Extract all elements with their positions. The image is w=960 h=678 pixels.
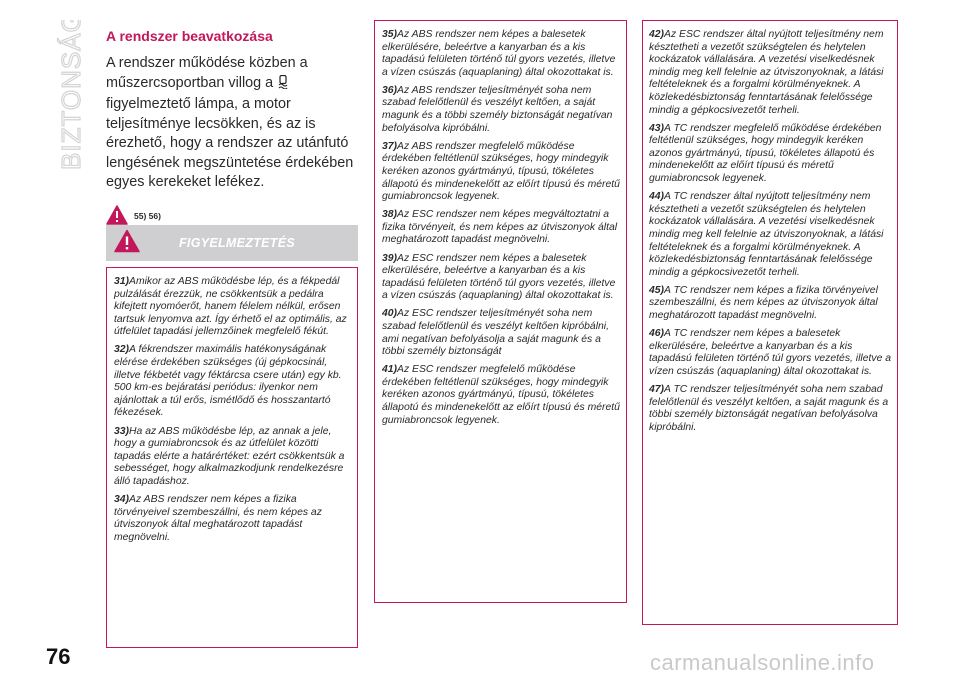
page-number: 76 bbox=[46, 644, 71, 669]
note-text: Amikor az ABS működésbe lép, és a fékpedál pulzálását érezzük, ne csökkentsük a pedálra kifejtett nyomóerőt, hanem félelem nélkül, erősen tartsuk lenyomva azt. Így érhető el az optimális, az útfelület tapadási jellemzőinek megfelelő fékút. bbox=[114, 276, 347, 338]
warning-note bbox=[114, 344, 352, 420]
note-number: 35) bbox=[382, 29, 398, 40]
note-text: A TC rendszer nem képes a balesetek elkerülésére, beleértve a kanyarban és a kis tapadású felületen történő túl gyors vezetés, illetve a vízen csúszás (aquaplaning) által okozottakat is. bbox=[649, 328, 892, 377]
note-number: 43) bbox=[649, 122, 665, 134]
note-number: 37) bbox=[382, 140, 398, 152]
note-text: Ha az ABS működésbe lép, az annak a jele, hogy a gumiabroncsok és az útfelület közötti tapadás elérte a határértéket: ezért csökkentsük a sebességet, hogy alkalmazkodjunk rendelkezésre álló tapadáshoz. bbox=[114, 425, 345, 487]
note-number: 46) bbox=[649, 328, 665, 340]
note-number: 41) bbox=[382, 364, 398, 376]
note-text: Az ESC rendszer által nyújtott teljesítmény nem késztetheti a vezetőt szükségtelen és helytelen kockázatok vállalására. A vezetési viselkedésnek mindig meg kell felelnie az útviszonyoknak, a látási feltételeknek és a forgalmi körülményeknek. A közlekedésbiztonság fenntartásának felelőssége mindig a gépkocsivezetőt terheli. bbox=[649, 29, 884, 116]
note-text: A fékrendszer maximális hatékonyságának elérése érdekében szükséges (új gépkocsinál, illetve fékbetét vagy féktárcsa csere után) egy kb. 500 km-es bejáratási periódus: ilyenkor nem ajánlottak a túl erős, ismétlődő és hosszantartó fékezések. bbox=[114, 344, 342, 419]
warning-notes-box-2 bbox=[374, 20, 627, 603]
section-lead bbox=[106, 54, 358, 193]
warning-notes-box-1 bbox=[106, 267, 358, 648]
note-number: 45) bbox=[649, 284, 665, 296]
warning-header-label: FIGYELMEZTETÉS bbox=[178, 236, 295, 250]
note-text: Az ABS rendszer nem képes a balesetek elkerülésére, beleértve a kanyarban és a kis tapadású felületen történő túl gyors vezetés, illetve a vízen csúszás (aquaplaning) által okozottakat is. bbox=[382, 29, 616, 78]
note-number: 38) bbox=[382, 209, 398, 221]
note-text: A TC rendszer által nyújtott teljesítmény nem késztetheti a vezetőt szükségtelen és helytelen kockázatok vállalására. A vezetési viselkedésnek mindig meg kell felelnie az útviszonyoknak, a látási feltételeknek és a forgalmi körülményeknek. A közlekedésbiztonság fenntartásának felelőssége mindig a gépkocsivezetőt terheli. bbox=[649, 191, 884, 278]
note-number: 44) bbox=[649, 191, 665, 203]
lead-after-icon: figyelmeztető lámpa, a motor teljesítménye lecsökken, és az is érezhető, hogy a rendszer az utánfutó lengésének megszüntetése érdekében egyes kerekeket lefékez. bbox=[106, 96, 354, 190]
note-number: 31) bbox=[114, 276, 130, 287]
watermark: carmanualsonline.info bbox=[650, 650, 875, 675]
note-text: A TC rendszer teljesítményét soha nem szabad felelőtlenül és veszélyt keltően, a saját magunk és a többi személy biztonságát negatívan befolyásolva kipróbálni. bbox=[649, 383, 889, 433]
warning-note bbox=[382, 141, 620, 204]
warning-note bbox=[649, 285, 892, 323]
note-text: Az ABS rendszer nem képes a fizika törvényeivel szembeszállni, és nem képes az útviszonyok által meghatározott tapadást megnövelni. bbox=[114, 494, 322, 543]
note-number: 40) bbox=[382, 308, 398, 320]
esc-warning-lamp-icon bbox=[277, 75, 289, 96]
refs-warning-triangle-icon bbox=[106, 205, 128, 227]
lead-before-icon: A rendszer működése közben a műszercsoportban villog a bbox=[106, 55, 308, 91]
note-number: 34) bbox=[114, 494, 130, 505]
warning-note bbox=[649, 384, 892, 434]
warning-note bbox=[382, 29, 620, 79]
warning-triangle-icon bbox=[114, 229, 140, 258]
warning-note bbox=[382, 253, 620, 303]
warning-notes-box-3 bbox=[642, 20, 898, 625]
section-side-label bbox=[52, 20, 88, 170]
section-title: A rendszer beavatkozása bbox=[106, 28, 273, 44]
side-label-svg bbox=[52, 20, 88, 170]
note-text: A TC rendszer nem képes a fizika törvényeivel szembeszállni, és nem képes az útviszonyok által meghatározott tapadást megnövelni. bbox=[649, 284, 878, 321]
warning-note bbox=[382, 308, 620, 358]
warning-note bbox=[114, 494, 352, 544]
note-text: Az ABS rendszer megfelelő működése érdekében feltétlenül szükséges, hogy mindegyik keréken azonos gyártmányú, típusú, tökéletes állapotú és mindenekelőtt az előírt típusú és méretű gumiabroncsok legyenek. bbox=[382, 140, 620, 203]
note-number: 47) bbox=[649, 383, 665, 395]
side-label-text: BIZTONSÁG bbox=[56, 20, 86, 170]
warning-header bbox=[106, 225, 358, 261]
note-number: 36) bbox=[382, 84, 398, 96]
note-text: Az ESC rendszer megfelelő működése érdekében feltétlenül szükséges, hogy mindegyik keréken azonos gyártmányú, típusú, tökéletes állapotú és mindenekelőtt az előírt típusú és méretű gumiabroncsok legyenek. bbox=[382, 364, 620, 426]
warning-note bbox=[649, 29, 892, 117]
warning-note bbox=[382, 364, 620, 427]
warning-note bbox=[649, 328, 892, 378]
note-text: Az ESC rendszer teljesítményét soha nem szabad felelőtlenül és veszélyt keltően kipróbálni, ami negatívan befolyásolja a saját magunk és a többi személy biztonságát bbox=[382, 308, 609, 358]
intro-column bbox=[106, 28, 358, 227]
note-number: 33) bbox=[114, 425, 130, 437]
warning-note bbox=[114, 426, 352, 489]
warning-note bbox=[649, 191, 892, 279]
note-text: Az ABS rendszer teljesítményét soha nem szabad felelőtlenül és veszélyt keltően, a saját magunk és a többi személy biztonságát negatívan befolyásolva kipróbálni. bbox=[382, 84, 613, 134]
note-text: Az ESC rendszer nem képes megváltoztatni a fizika törvényeit, és nem képes az útviszonyok által meghatározott tapadást megnövelni. bbox=[382, 209, 618, 246]
note-number: 42) bbox=[649, 29, 665, 40]
note-number: 39) bbox=[382, 252, 398, 264]
warning-refs bbox=[106, 205, 358, 227]
refs-text: 55) 56) bbox=[134, 210, 161, 221]
warning-note bbox=[382, 209, 620, 247]
warning-note bbox=[649, 123, 892, 186]
note-text: Az ESC rendszer nem képes a balesetek elkerülésére, beleértve a kanyarban és a kis tapadású felületen történő túl gyors vezetés, illetve a vízen csúszás (aquaplaning) által okozottakat is. bbox=[382, 252, 616, 302]
note-text: A TC rendszer megfelelő működése érdekében feltétlenül szükséges, hogy mindegyik keréken azonos gyártmányú, típusú, tökéletes állapotú és mindenekelőtt az előírt típusú és méretű gumiabroncsok legyenek. bbox=[649, 122, 882, 185]
warning-note bbox=[114, 276, 352, 339]
note-number: 32) bbox=[114, 344, 130, 356]
warning-note bbox=[382, 85, 620, 135]
